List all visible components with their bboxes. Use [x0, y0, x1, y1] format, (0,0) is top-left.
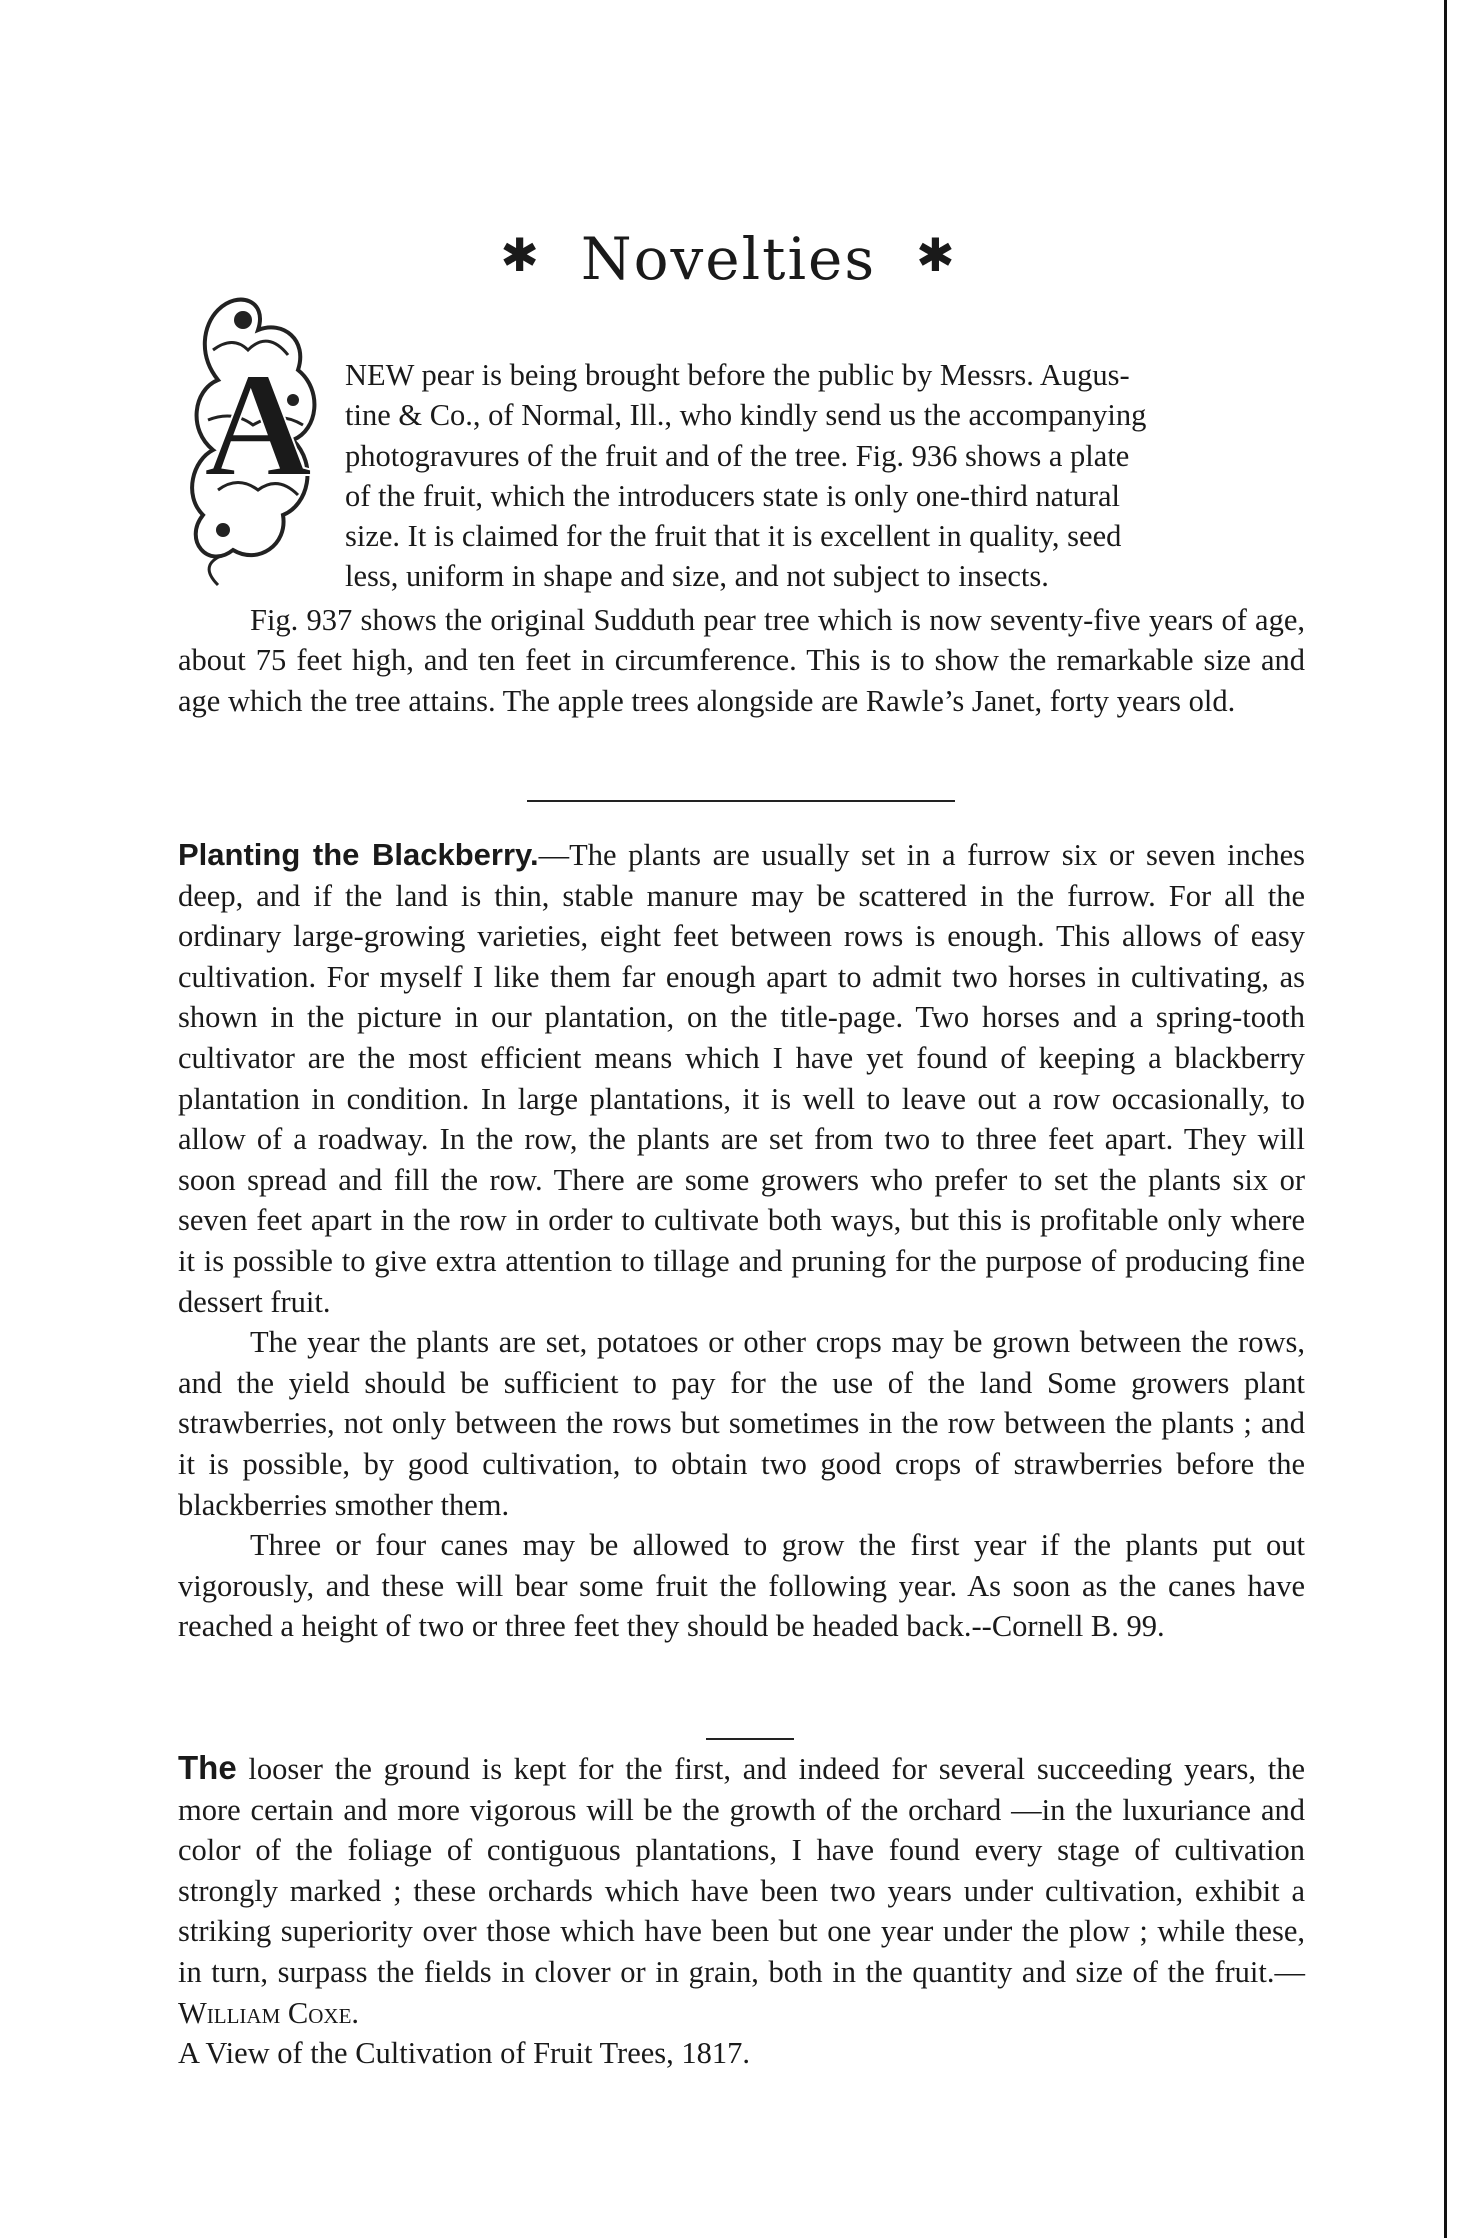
quote-text: looser the ground is kept for the first, and indeed for several succeeding years, the more certain and more vigorous will be the growth of the orchard —in the luxuriance and color of the foliage of contiguous plantations, I have found every stage of cultivation strongly marked ; these orchards which have been two years under cultivation, exhibit a striking superiority over those which have been but one year under the plow ; while these, in turn, surpass the fields in clover or in grain, both in the quantity and size of the fruit.—: [178, 1752, 1305, 1989]
coxe-quote: [178, 1748, 1305, 2074]
article-heading: Planting the Blackberry.: [178, 837, 539, 872]
ornamental-initial-icon: [188, 290, 328, 590]
asterisk-ornament-icon: ✱: [500, 228, 541, 282]
section-divider: [527, 800, 955, 802]
text-line: size. It is claimed for the fruit that it is excellent in quality, seed: [345, 519, 1122, 554]
asterisk-ornament-icon: ✱: [916, 228, 957, 282]
blackberry-para1: [178, 835, 1305, 1322]
coxe-para: [178, 1748, 1305, 2074]
page-edge-line: [1444, 0, 1447, 2238]
short-divider: [706, 1738, 794, 1740]
quote-source: A View of the Cultivation of Fruit Trees, 1817.: [178, 2036, 751, 2071]
text-line: less, uniform in shape and size, and not subject to insects.: [345, 559, 1049, 594]
blackberry-para3: Three or four canes may be allowed to grow the first year if the plants put out vigorously, and these will bear some fruit the following year. As soon as the canes have reached a height of two or three feet they should be headed back.--Cornell B. 99.: [178, 1528, 1305, 1644]
text-line: tine & Co., of Normal, Ill., who kindly send us the accompanying: [345, 398, 1147, 433]
novelties-para2-block: [178, 600, 1305, 721]
lead-word: The: [178, 1749, 237, 1786]
text-line: photogravures of the fruit and of the tree. Fig. 936 shows a plate: [345, 438, 1130, 473]
blackberry-article: [178, 835, 1305, 1647]
novelties-para1: [345, 355, 1305, 597]
text-line: NEW pear is being brought before the public by Messrs. Augus-: [345, 358, 1130, 392]
blackberry-para2: The year the plants are set, potatoes or other crops may be grown between the rows, and the yield should be sufficient to pay for the use of the land Some growers plant strawberries, not only between the rows but sometimes in the row between the plants ; and it is possible, by good cultivation, to obtain two good crops of strawberries before the blackberries smother them.: [178, 1325, 1305, 1522]
quote-author: William Coxe.: [178, 1995, 360, 2030]
section-title: [0, 225, 1457, 293]
paragraph-text: —The plants are usually set in a furrow six or seven inches deep, and if the land is thin, stable manure may be scattered in the furrow. For all the ordinary large-growing varieties, eight feet between rows is enough. This allows of easy cultivation. For myself I like them far enough apart to admit two horses in cultivating, as shown in the picture in our plantation, on the title-page. Two horses and a spring-tooth cultivator are the most efficient means which I have yet found of keeping a blackberry plantation in condition. In large plantations, it is well to leave out a row occasionally, to allow of a roadway. In the row, the plants are set from two to three feet apart. They will soon spread and fill the row. There are some growers who prefer to set the plants six or seven feet apart in the row in order to cultivate both ways, but this is profitable only where it is possible to give extra attention to tillage and pruning for the purpose of producing fine dessert fruit.: [178, 838, 1305, 1319]
text-line: of the fruit, which the introducers state is only one-third natural: [345, 478, 1120, 513]
novelties-para2: Fig. 937 shows the original Sudduth pear tree which is now seventy-five years of age, about 75 feet high, and ten feet in circumference. This is to show the remarkable size and age which the tree attains. The apple trees alongside are Rawle’s Janet, forty years old.: [178, 603, 1305, 718]
title-text: Novelties: [580, 225, 877, 293]
dropcap-letter: A: [203, 342, 313, 508]
